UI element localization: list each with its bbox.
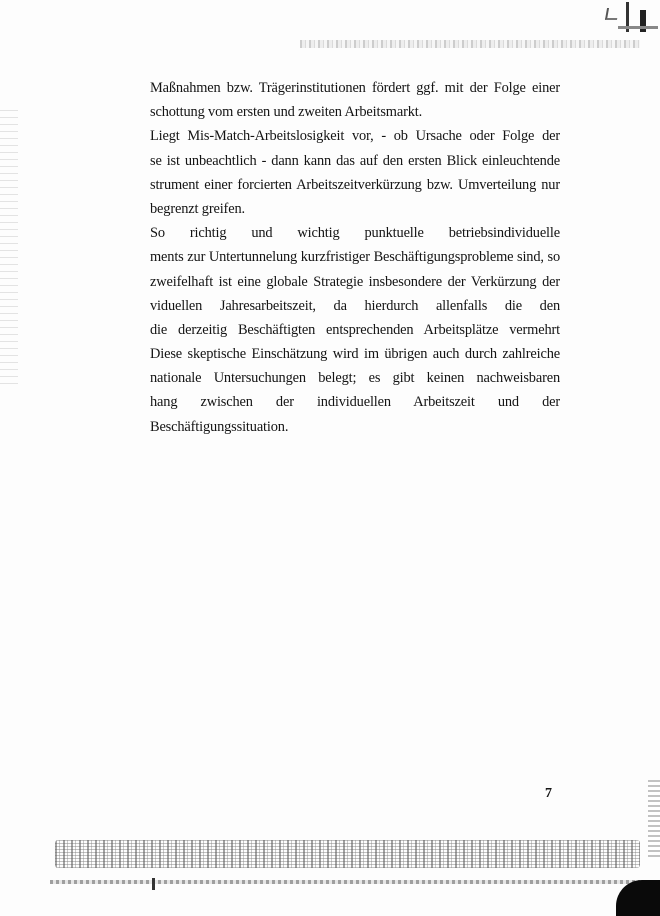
scan-artifact-left-edge (0, 110, 18, 390)
text-line: ments zur Untertunnelung kurzfristiger Beschäftigungsprobleme sind, so (150, 249, 560, 266)
scan-artifact-corner-shadow (616, 880, 660, 916)
page-number: 7 (545, 786, 552, 801)
scan-artifact-bottom-band (55, 840, 640, 868)
scan-artifact-bottom-line (50, 880, 640, 884)
text-line: strument einer forcierten Arbeitszeitverkürzung bzw. Umverteilung nur (150, 176, 560, 193)
text-line: Beschäftigungssituation. (150, 418, 289, 435)
text-line: nationale Untersuchungen belegt; es gibt keinen nachweisbaren (150, 370, 560, 387)
scan-artifact-corner-marks (600, 0, 660, 42)
body-text (150, 76, 560, 439)
text-line: Maßnahmen bzw. Trägerinstitutionen fördert ggf. mit der Folge einer (150, 80, 560, 96)
text-line: Diese skeptische Einschätzung wird im übrigen auch durch zahlreiche (150, 346, 560, 363)
text-line: viduellen Jahresarbeitszeit, da hierdurch allenfalls die den (150, 297, 560, 314)
scan-artifact-right-edge (648, 780, 660, 860)
text-line: hang zwischen der individuellen Arbeitszeit und der (150, 394, 560, 411)
text-line: begrenzt greifen. (150, 200, 245, 217)
scan-artifact-top (300, 40, 640, 48)
text-line: So richtig und wichtig punktuelle betriebsindividuelle (150, 225, 560, 242)
text-line: zweifelhaft ist eine globale Strategie insbesondere der Verkürzung der (150, 273, 560, 290)
text-line: schottung vom ersten und zweiten Arbeitsmarkt. (150, 104, 423, 121)
scan-artifact-bottom-tick (152, 878, 155, 890)
text-line: se ist unbeachtlich - dann kann das auf den ersten Blick einleuchtende (150, 152, 560, 169)
text-line: Liegt Mis-Match-Arbeitslosigkeit vor, - ob Ursache oder Folge der (150, 128, 560, 145)
text-line: die derzeitig Beschäftigten entsprechenden Arbeitsplätze vermehrt (150, 321, 560, 338)
